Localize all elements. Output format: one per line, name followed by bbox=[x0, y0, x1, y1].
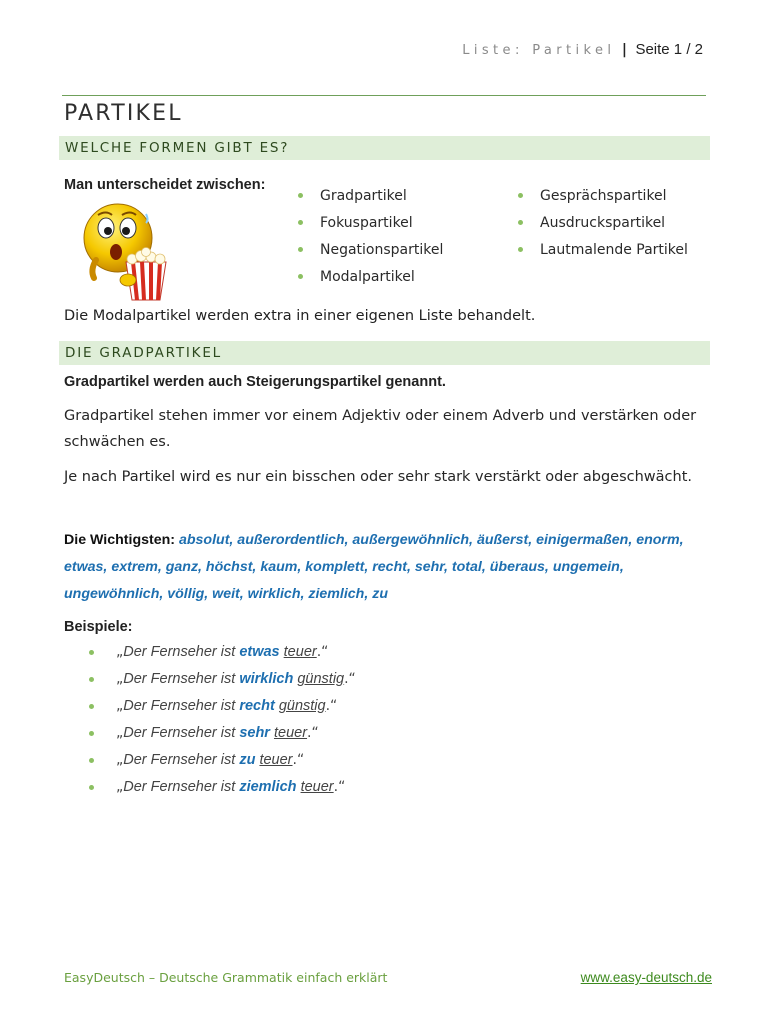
modal-note: Die Modalpartikel werden extra in einer eigenen Liste behandelt. bbox=[64, 308, 536, 324]
list-item: Lautmalende Partikel bbox=[516, 241, 688, 268]
list-item: Gesprächspartikel bbox=[516, 187, 688, 214]
particle-types-list-2 bbox=[516, 187, 688, 268]
bullet-icon bbox=[298, 220, 303, 225]
example-keyword: etwas bbox=[239, 644, 280, 660]
bullet-icon bbox=[89, 677, 94, 682]
page-header bbox=[462, 41, 703, 58]
footer-website-link[interactable]: www.easy-deutsch.de bbox=[580, 970, 712, 985]
example-adjective: teuer bbox=[259, 752, 293, 768]
example-item: „Der Fernseher ist ziemlich teuer.“ bbox=[86, 777, 356, 804]
examples-label: Beispiele: bbox=[64, 619, 133, 635]
bullet-icon bbox=[518, 193, 523, 198]
paragraph-2: Je nach Partikel wird es nur ein bisschen oder sehr stark verstärkt oder abgeschwächt. bbox=[64, 469, 692, 485]
bullet-icon bbox=[298, 247, 303, 252]
example-item: „Der Fernseher ist wirklich günstig.“ bbox=[86, 669, 356, 696]
important-particles bbox=[64, 527, 724, 608]
example-adjective: günstig bbox=[278, 698, 326, 714]
example-keyword: zu bbox=[239, 752, 256, 768]
important-label: Die Wichtigsten: bbox=[64, 532, 176, 548]
particle-types-list-1 bbox=[296, 187, 443, 295]
example-keyword: sehr bbox=[239, 725, 270, 741]
header-separator: | bbox=[621, 42, 627, 58]
example-item: „Der Fernseher ist etwas teuer.“ bbox=[86, 642, 356, 669]
example-keyword: wirklich bbox=[239, 671, 294, 687]
list-item: Negationspartikel bbox=[296, 241, 443, 268]
popcorn-smiley-icon bbox=[76, 200, 176, 302]
bullet-icon bbox=[298, 274, 303, 279]
document-label: Liste: Partikel bbox=[462, 43, 616, 58]
page-number: Seite 1 / 2 bbox=[635, 41, 703, 58]
example-adjective: teuer bbox=[273, 725, 308, 741]
intro-bold-line: Gradpartikel werden auch Steigerungspartikel genannt. bbox=[64, 374, 446, 390]
example-item: „Der Fernseher ist sehr teuer.“ bbox=[86, 723, 356, 750]
examples-list bbox=[86, 642, 356, 804]
example-item: „Der Fernseher ist zu teuer.“ bbox=[86, 750, 356, 777]
important-list: absolut, außerordentlich, außergewöhnlich, äußerst, einigermaßen, enorm, etwas, extrem, ganz, höchst, kaum, komplett, recht, sehr, total, überaus, ungemein, ungewöhnlich, völlig, weit, wirklich, ziemlich, zu bbox=[64, 532, 684, 602]
bullet-icon bbox=[89, 704, 94, 709]
list-item: Ausdruckspartikel bbox=[516, 214, 688, 241]
bullet-icon bbox=[518, 247, 523, 252]
section-heading-gradpartikel-text: DIE GRADPARTIKEL bbox=[65, 345, 222, 361]
bullet-icon bbox=[89, 785, 94, 790]
example-adjective: teuer bbox=[283, 644, 317, 660]
example-adjective: teuer bbox=[300, 779, 334, 795]
section-heading-forms bbox=[59, 136, 710, 160]
bullet-icon bbox=[89, 758, 94, 763]
example-keyword: recht bbox=[239, 698, 275, 714]
header-divider bbox=[62, 95, 706, 96]
page-title: PARTIKEL bbox=[64, 101, 183, 126]
paragraph-1: Gradpartikel stehen immer vor einem Adjektiv oder einem Adverb und verstärken oder schwächen es. bbox=[64, 408, 697, 450]
list-item: Modalpartikel bbox=[296, 268, 443, 295]
bullet-icon bbox=[89, 731, 94, 736]
example-item: „Der Fernseher ist recht günstig.“ bbox=[86, 696, 356, 723]
section-heading-gradpartikel bbox=[59, 341, 710, 365]
bullet-icon bbox=[298, 193, 303, 198]
footer-tagline: EasyDeutsch – Deutsche Grammatik einfach erklärt bbox=[64, 970, 388, 985]
list-item: Gradpartikel bbox=[296, 187, 443, 214]
bullet-icon bbox=[89, 650, 94, 655]
list-item: Fokuspartikel bbox=[296, 214, 443, 241]
example-keyword: ziemlich bbox=[239, 779, 297, 795]
section-heading-forms-text: WELCHE FORMEN GIBT ES? bbox=[65, 140, 290, 156]
bullet-icon bbox=[518, 220, 523, 225]
intro-text: Man unterscheidet zwischen: bbox=[64, 177, 266, 193]
example-adjective: günstig bbox=[297, 671, 345, 687]
